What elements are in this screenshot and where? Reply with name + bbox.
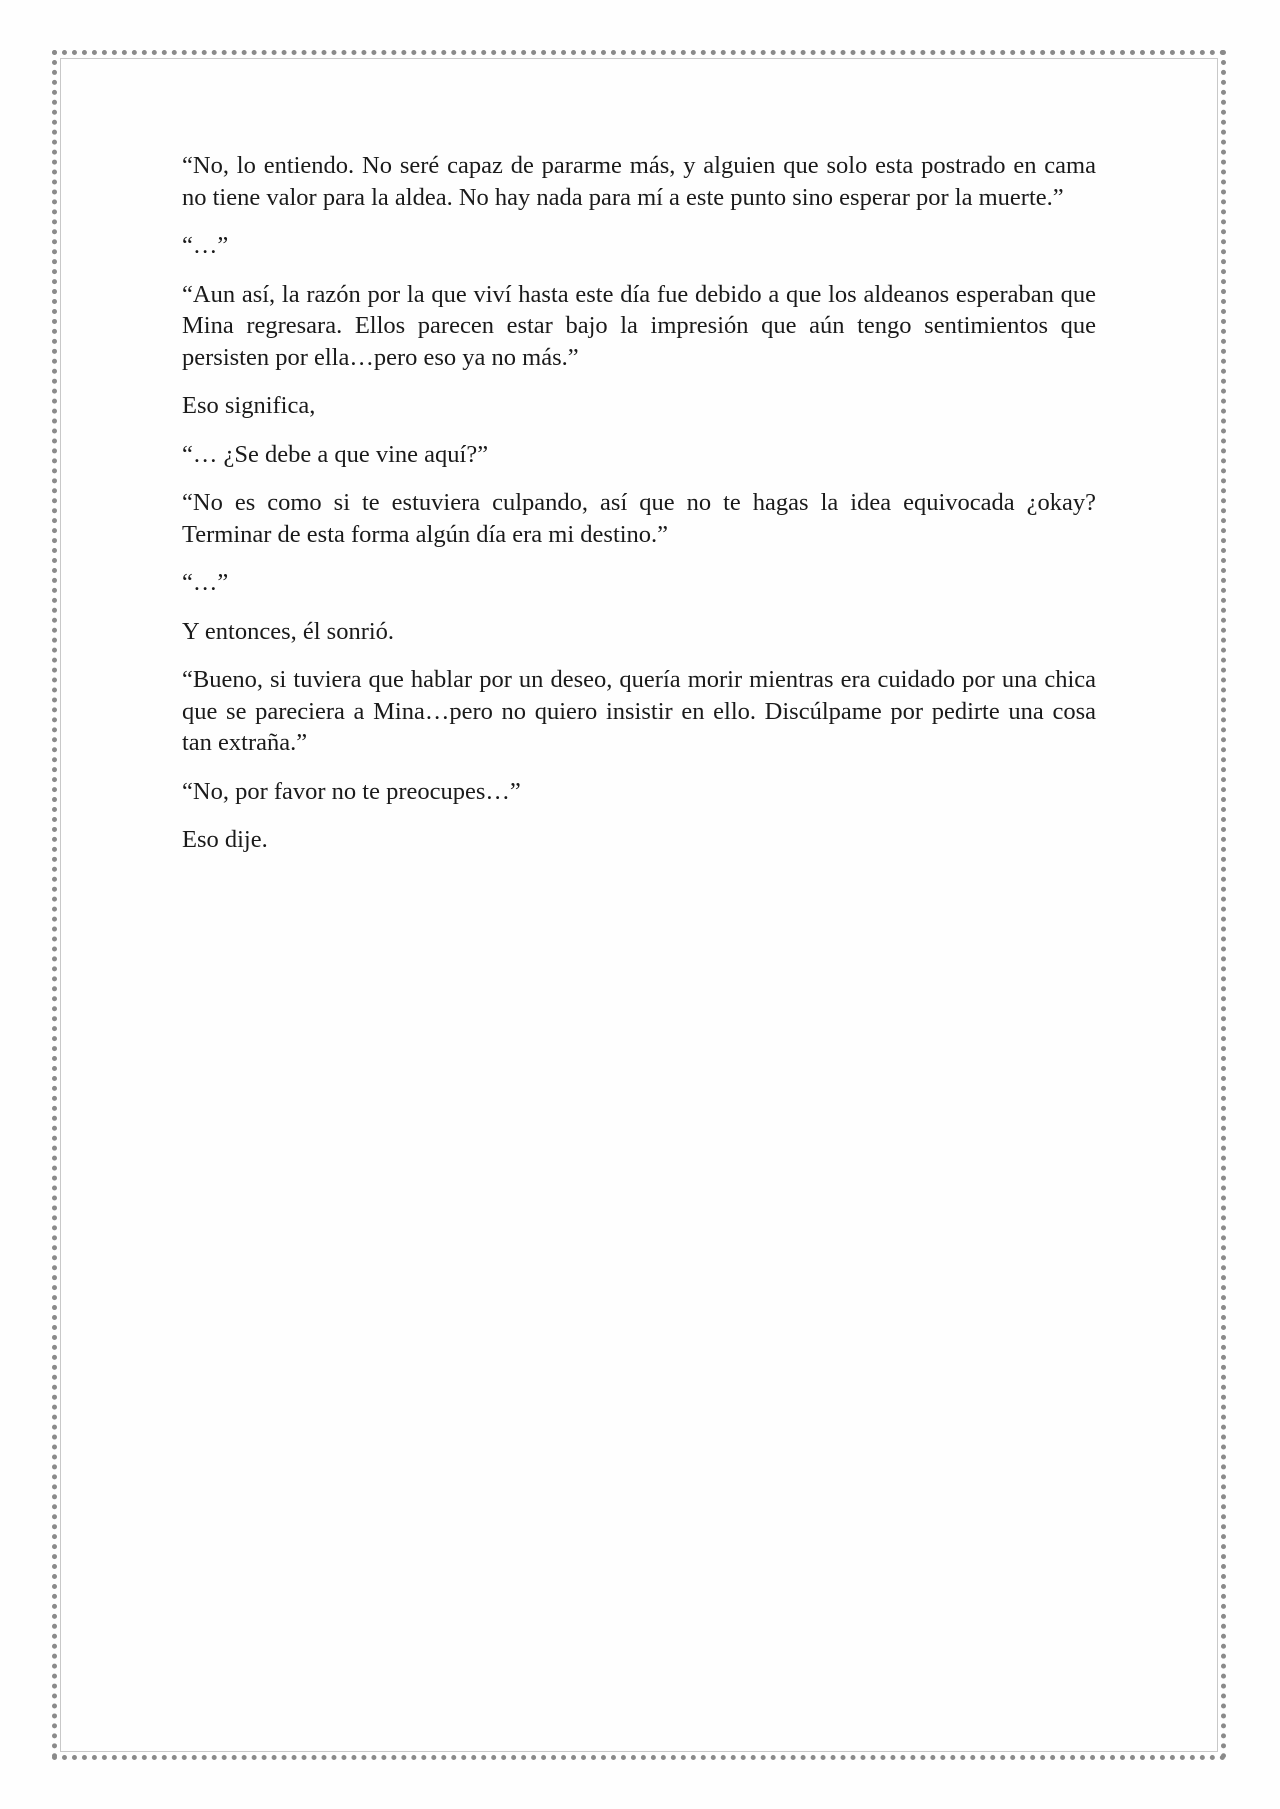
paragraph-7: “…” — [182, 569, 229, 596]
paragraph-2: “…” — [182, 232, 229, 259]
paragraph-1: “No, lo entiendo. No seré capaz de pararme más, y alguien que solo esta postrado en cama no tiene valor para la aldea. No hay nada para mí a este punto sino esperar por la muerte.” — [182, 152, 1096, 211]
document-body — [182, 150, 1096, 873]
paragraph-8: Y entonces, él sonrió. — [182, 617, 395, 645]
paragraph-3: “Aun así, la razón por la que viví hasta este día fue debido a que los aldeanos esperaban que Mina regresara. Ellos parecen estar bajo la impresión que aún tengo sentimientos que persisten por ella…pero eso ya no más.” — [182, 280, 1096, 371]
paragraph-10: “No, por favor no te preocupes…” — [182, 777, 521, 805]
paragraph-11: Eso dije. — [182, 826, 268, 853]
paragraph-9: “Bueno, si tuviera que hablar por un deseo, quería morir mientras era cuidado por una chica que se pareciera a Mina…pero no quiero insistir en ello. Discúlpame por pedirte una cosa tan extraña.” — [182, 666, 1096, 756]
paragraph-5: “… ¿Se debe a que vine aquí?” — [182, 440, 489, 468]
paragraph-6: “No es como si te estuviera culpando, así que no te hagas la idea equivocada ¿okay? Terminar de esta forma algún día era mi destino.” — [182, 489, 1096, 548]
paragraph-4: Eso significa, — [182, 392, 316, 419]
